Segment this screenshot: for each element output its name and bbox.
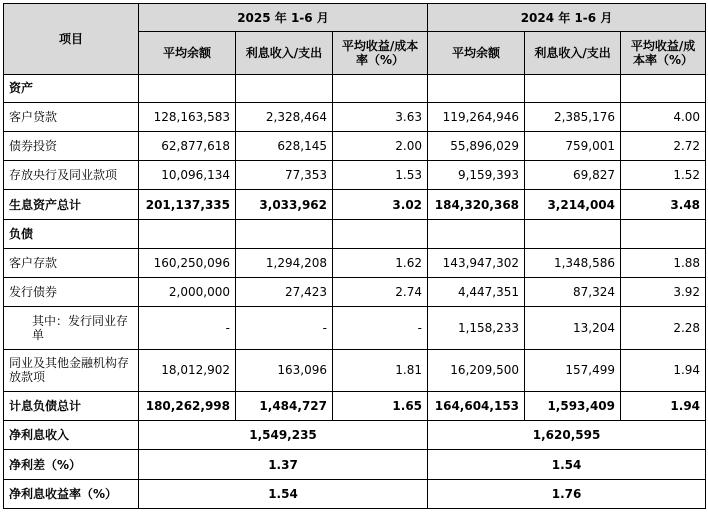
row-label: 净利差（%） bbox=[4, 450, 139, 479]
cell: 128,163,583 bbox=[139, 102, 236, 131]
cell: 13,204 bbox=[525, 307, 621, 349]
cell: 1,593,409 bbox=[525, 391, 621, 420]
header-col: 利息收入/支出 bbox=[236, 32, 333, 74]
cell: - bbox=[236, 307, 333, 349]
cell: 77,353 bbox=[236, 161, 333, 190]
table-row bbox=[4, 307, 706, 349]
table-row bbox=[4, 131, 706, 160]
cell: 16,209,500 bbox=[428, 349, 525, 391]
header-col: 平均收益/成本率（%） bbox=[333, 32, 428, 74]
header-col: 平均余额 bbox=[139, 32, 236, 74]
cell: - bbox=[139, 307, 236, 349]
cell: 2.74 bbox=[333, 278, 428, 307]
header-row-periods bbox=[4, 4, 706, 32]
cell: 1.37 bbox=[139, 450, 428, 479]
cell: 184,320,368 bbox=[428, 190, 525, 219]
row-label: 存放央行及同业款项 bbox=[4, 161, 139, 190]
cell: 1,549,235 bbox=[139, 421, 428, 450]
net-interest-table bbox=[3, 3, 706, 509]
cell: 4.00 bbox=[621, 102, 706, 131]
cell: 119,264,946 bbox=[428, 102, 525, 131]
cell: 1.81 bbox=[333, 349, 428, 391]
cell: 1,620,595 bbox=[428, 421, 706, 450]
cell: 69,827 bbox=[525, 161, 621, 190]
table-row bbox=[4, 102, 706, 131]
liabilities-total-row bbox=[4, 391, 706, 420]
cell: 201,137,335 bbox=[139, 190, 236, 219]
header-item: 项目 bbox=[4, 4, 139, 75]
cell: 2,000,000 bbox=[139, 278, 236, 307]
cell: 4,447,351 bbox=[428, 278, 525, 307]
cell: 3.92 bbox=[621, 278, 706, 307]
cell: 157,499 bbox=[525, 349, 621, 391]
cell: 180,262,998 bbox=[139, 391, 236, 420]
cell: 1,484,727 bbox=[236, 391, 333, 420]
section-liabilities bbox=[4, 219, 706, 248]
cell: 164,604,153 bbox=[428, 391, 525, 420]
cell: 1.54 bbox=[139, 479, 428, 508]
header-col: 平均余额 bbox=[428, 32, 525, 74]
cell: 3.63 bbox=[333, 102, 428, 131]
cell: 2.28 bbox=[621, 307, 706, 349]
header-period-2024: 2024 年 1-6 月 bbox=[428, 4, 706, 32]
row-label: 净利息收益率（%） bbox=[4, 479, 139, 508]
cell: 1,348,586 bbox=[525, 248, 621, 277]
summary-row bbox=[4, 479, 706, 508]
cell: 1.54 bbox=[428, 450, 706, 479]
cell: 2,385,176 bbox=[525, 102, 621, 131]
row-label: 发行债券 bbox=[4, 278, 139, 307]
cell: 55,896,029 bbox=[428, 131, 525, 160]
header-period-2025: 2025 年 1-6 月 bbox=[139, 4, 428, 32]
cell: 160,250,096 bbox=[139, 248, 236, 277]
cell: 27,423 bbox=[236, 278, 333, 307]
cell: 1.94 bbox=[621, 391, 706, 420]
section-title: 资产 bbox=[4, 74, 139, 102]
cell: 2.72 bbox=[621, 131, 706, 160]
table-row bbox=[4, 278, 706, 307]
cell: 87,324 bbox=[525, 278, 621, 307]
cell: 9,159,393 bbox=[428, 161, 525, 190]
cell: 3,033,962 bbox=[236, 190, 333, 219]
cell: 1,294,208 bbox=[236, 248, 333, 277]
cell: - bbox=[333, 307, 428, 349]
cell: 18,012,902 bbox=[139, 349, 236, 391]
assets-total-row bbox=[4, 190, 706, 219]
cell: 163,096 bbox=[236, 349, 333, 391]
cell: 3,214,004 bbox=[525, 190, 621, 219]
summary-row bbox=[4, 450, 706, 479]
table-row bbox=[4, 248, 706, 277]
cell: 143,947,302 bbox=[428, 248, 525, 277]
cell: 628,145 bbox=[236, 131, 333, 160]
header-col: 利息收入/支出 bbox=[525, 32, 621, 74]
row-label: 生息资产总计 bbox=[4, 190, 139, 219]
row-label: 客户贷款 bbox=[4, 102, 139, 131]
cell: 759,001 bbox=[525, 131, 621, 160]
row-label: 债券投资 bbox=[4, 131, 139, 160]
cell: 1.52 bbox=[621, 161, 706, 190]
cell: 1.53 bbox=[333, 161, 428, 190]
row-label: 同业及其他金融机构存放款项 bbox=[4, 349, 139, 391]
cell: 1,158,233 bbox=[428, 307, 525, 349]
cell: 1.62 bbox=[333, 248, 428, 277]
cell: 1.76 bbox=[428, 479, 706, 508]
cell: 1.88 bbox=[621, 248, 706, 277]
summary-row bbox=[4, 421, 706, 450]
cell: 2.00 bbox=[333, 131, 428, 160]
row-label: 计息负债总计 bbox=[4, 391, 139, 420]
cell: 3.02 bbox=[333, 190, 428, 219]
table-row bbox=[4, 161, 706, 190]
cell: 3.48 bbox=[621, 190, 706, 219]
section-assets bbox=[4, 74, 706, 102]
row-label: 客户存款 bbox=[4, 248, 139, 277]
cell: 62,877,618 bbox=[139, 131, 236, 160]
cell: 2,328,464 bbox=[236, 102, 333, 131]
header-col: 平均收益/成本率（%） bbox=[621, 32, 706, 74]
section-title: 负债 bbox=[4, 219, 139, 248]
cell: 10,096,134 bbox=[139, 161, 236, 190]
cell: 1.94 bbox=[621, 349, 706, 391]
row-label: 其中：发行同业存单 bbox=[4, 307, 139, 349]
row-label: 净利息收入 bbox=[4, 421, 139, 450]
table-row bbox=[4, 349, 706, 391]
cell: 1.65 bbox=[333, 391, 428, 420]
